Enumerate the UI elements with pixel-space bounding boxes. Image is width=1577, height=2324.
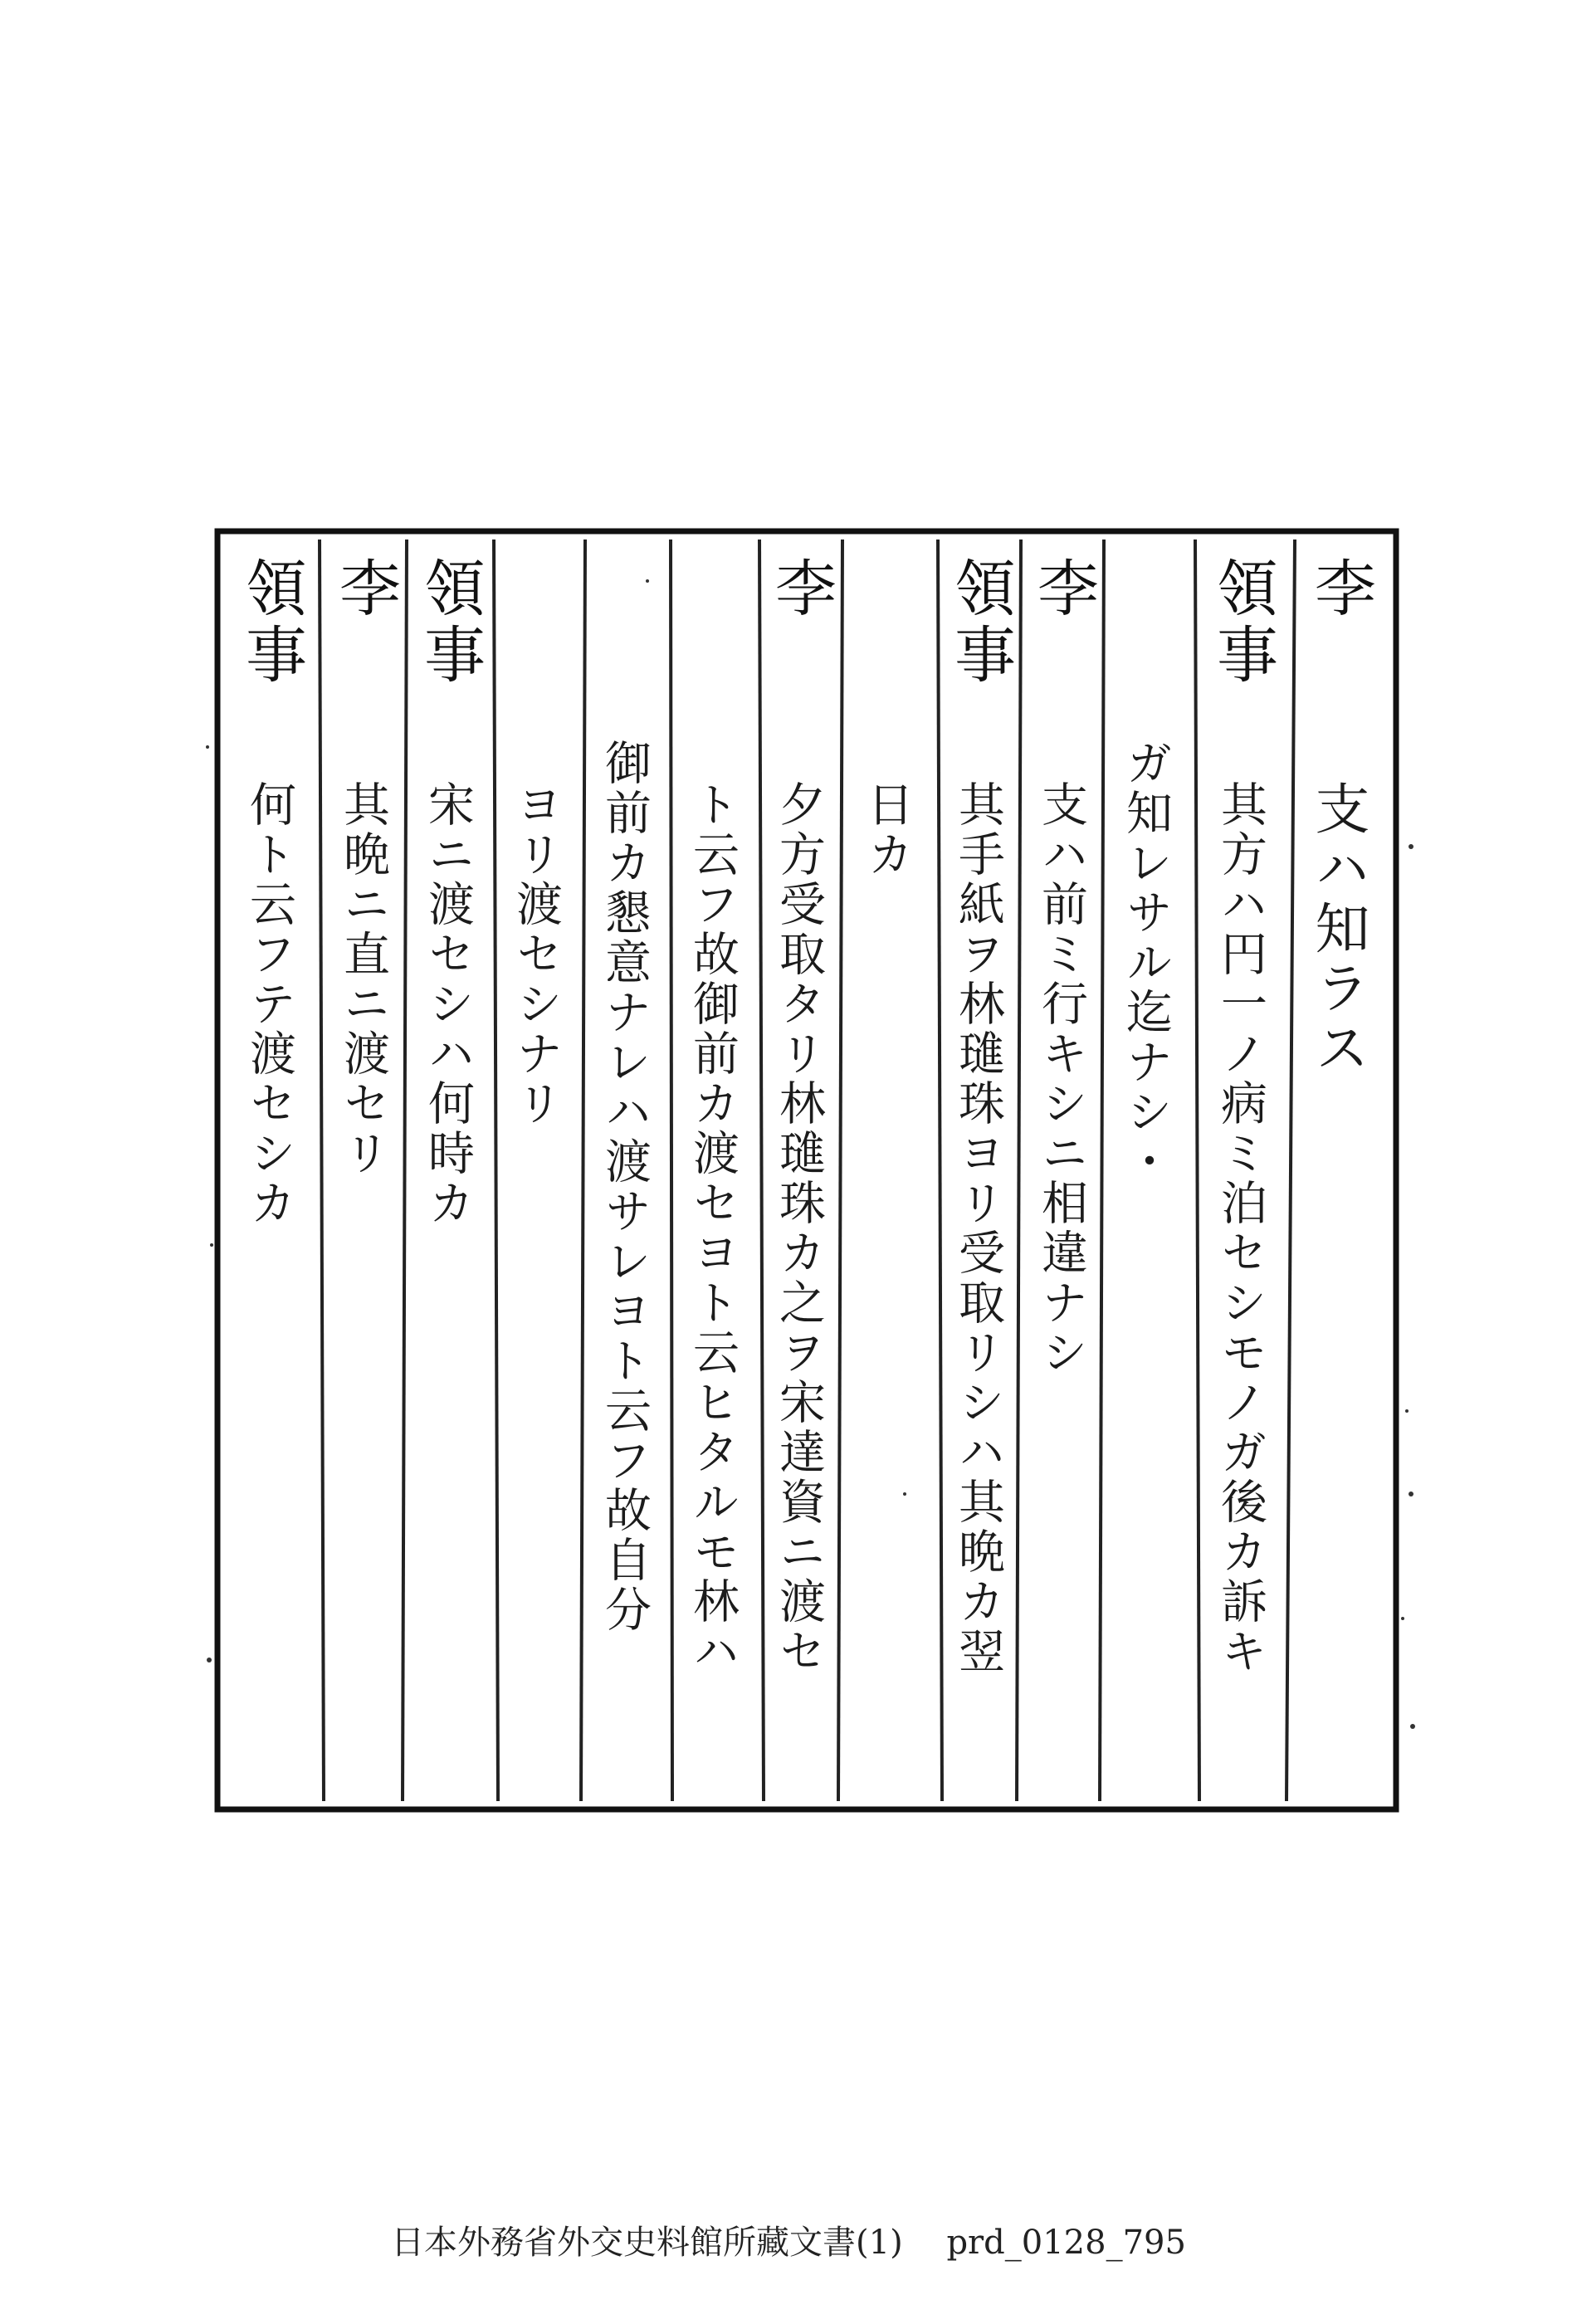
speaker-label: 領事 [945, 556, 1016, 689]
column-text: 其晩ニ直ニ渡セリ [336, 780, 390, 1179]
column-text: 日カ [860, 780, 914, 880]
column-text: 宋ニ渡セシハ何時カ [421, 780, 475, 1228]
column-text: 御前カ懇意ナレハ渡サレヨト云フ故自分 [598, 739, 652, 1635]
column-text: ヨリ渡セシナリ [509, 780, 563, 1129]
document-ref: prd_0128_795 [946, 2224, 1186, 2262]
column-text: 何ト云フテ渡セシカ [242, 780, 296, 1228]
column-text: ガ知レサル迄ナシ・ [1119, 739, 1173, 1187]
column-text: 支ハ知ラス [1306, 780, 1370, 1079]
column-text: ト云フ故御前カ渡セヨト云ヒタルモ林ハ [686, 780, 740, 1677]
speaker-label: 領事 [1207, 556, 1278, 689]
speaker-label: 李 [330, 556, 401, 622]
speaker-label: 李 [1028, 556, 1099, 622]
speaker-label: 領事 [414, 556, 486, 689]
column-text: 夕方受取タリ林璡珠カ之ヲ宋達資ニ渡セ [772, 780, 826, 1677]
speaker-label: 李 [1305, 556, 1376, 622]
archive-caption [0, 2216, 1577, 2263]
column-text: 其手紙ヲ林璡珠ヨリ受取リシハ其晩カ翌 [951, 780, 1005, 1677]
column-text: 其方ハ円一ノ病ミ泊セシモノガ後カ訴キ [1213, 780, 1267, 1677]
column-text: 支ハ前ミ行キシニ相違ナシ [1034, 780, 1088, 1378]
speaker-label: 領事 [236, 556, 307, 689]
speaker-label: 李 [765, 556, 837, 622]
archive-name: 日本外務省外交史料館所藏文書(1) [391, 2224, 903, 2262]
